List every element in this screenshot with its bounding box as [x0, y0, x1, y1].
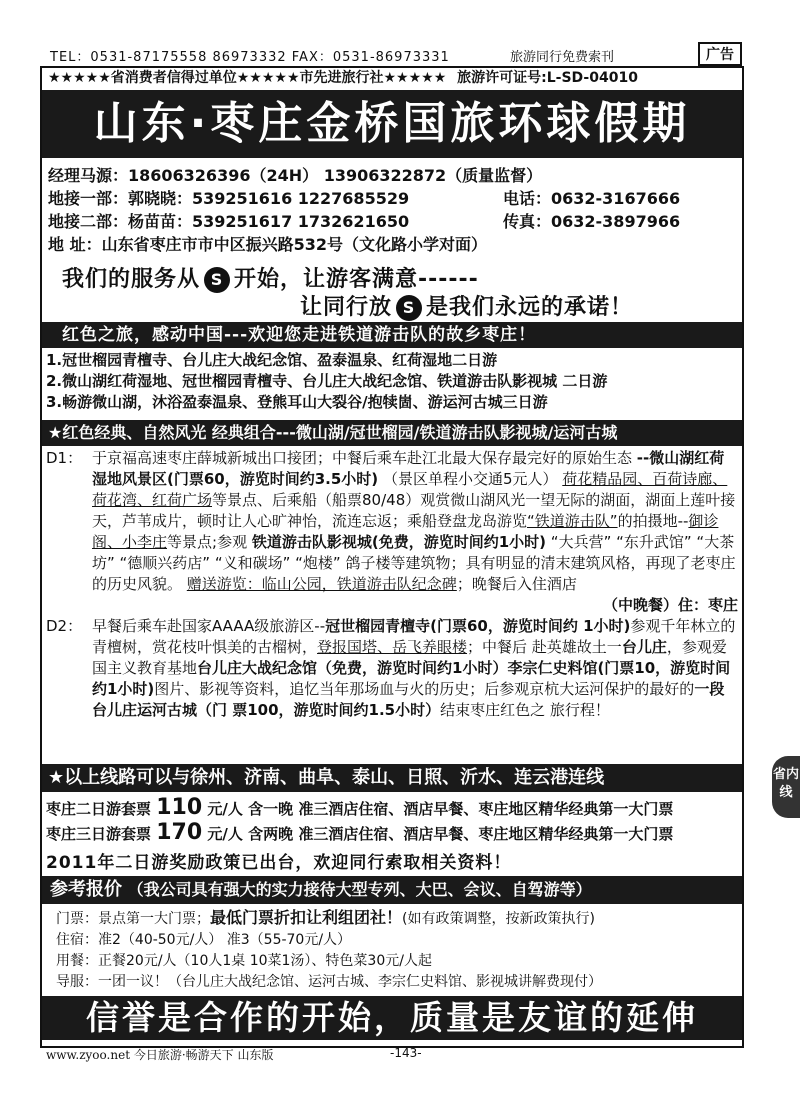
itinerary-underlined: “铁道游击队”	[527, 512, 618, 530]
slogan-line-1	[62, 262, 479, 293]
reference-price-list	[56, 907, 736, 993]
day-label: D2：	[46, 617, 83, 635]
itinerary-text: 参观千年林立的青檀树，赏花枝叶惧美的古榴树，	[92, 617, 736, 656]
footer-site: www.zyoo.net 今日旅游·畅游天下 山东版	[46, 1048, 274, 1062]
itinerary-text: 图片、影视等资料，追忆当年那场血与火的历史；后参观京杭大运河保护的最好的	[154, 680, 695, 698]
itinerary-highlight: 台儿庄大战纪念馆（免费，游览时间约1小时）李宗仁史料馆(门票10，游览时间约1小时)	[92, 659, 731, 698]
reception-2-line	[48, 210, 738, 233]
route-item: 1.冠世榴园青檀寺、台儿庄大战纪念馆、盈泰温泉、红荷湿地二日游	[46, 351, 498, 369]
package-desc: 准三酒店住宿、酒店早餐、枣庄地区精华经典第一大门票	[298, 800, 674, 818]
reception-2: 地接二部：杨苗苗：539251617 1732621650	[48, 212, 410, 231]
hotel-line: 住宿：准2（40-50元/人） 准3（55-70元/人）	[56, 932, 352, 948]
slogan-text: 我们的服务从	[62, 267, 201, 292]
ad-badge: 广告	[698, 42, 742, 66]
itinerary	[46, 448, 738, 721]
day-label: D1：	[46, 449, 83, 467]
slogan-text: 开始，让游客满意------	[234, 267, 479, 292]
guide-line: 导服：一团一议！（台儿庄大战纪念馆、运河古城、李宗仁史料馆、影视城讲解费现付）	[56, 974, 602, 990]
package-price: 110	[156, 795, 203, 820]
itinerary-highlight: 铁道游击队影视城(免费，游览时间约1小时)	[251, 533, 547, 551]
package-item	[46, 796, 738, 821]
license-number: 旅游许可证号:L-SD-04010	[457, 70, 638, 86]
phone: 电话：0632-3167666	[503, 189, 681, 208]
package-list	[46, 796, 738, 846]
route-item: 2.微山湖红荷湿地、冠世榴园青檀寺、台儿庄大战纪念馆、铁道游击队影视城 二日游	[46, 372, 608, 390]
itinerary-text: 结束枣庄红色之 旅行程！	[440, 701, 610, 719]
itinerary-underlined: 登报国塔、岳飞养眼楼	[317, 638, 468, 656]
itinerary-text: 等景点、后乘船（船票80/48）观赏微山湖风光一望无际的湖面，湖面上莲叶接天，芦苇成片，顿时让人心旷神怡，流连忘返；乘船登盘龙岛游览	[92, 491, 736, 530]
itinerary-text: 于京福高速枣庄薛城新城出口接团；中餐后乘车赴江北最大保存最完好的原始生态	[92, 449, 633, 467]
reference-price-desc: （我公司具有强大的实力接待大型专列、大巴、会议、自驾游等）	[127, 880, 592, 899]
company-logo-icon: S	[204, 267, 230, 293]
company-logo-icon: S	[396, 295, 422, 321]
reception-1: 地接一部：郭晓晓：539251616 1227685529	[48, 189, 410, 208]
reception-1-line	[48, 187, 738, 210]
itinerary-text: （景区单程小交通5元人）	[382, 470, 558, 488]
day-1-meals-stay: （中晚餐）住：枣庄	[602, 596, 738, 614]
day-2	[46, 616, 738, 721]
header-bar	[40, 44, 740, 68]
package-item	[46, 821, 738, 846]
package-unit: 元/人 含一晚	[207, 800, 294, 818]
route-item: 3.畅游微山湖，沐浴盈泰温泉、登熊耳山大裂谷/抱犊崮、游运河古城三日游	[46, 393, 548, 411]
reference-price-heading	[42, 876, 742, 904]
tel-fax: TEL：0531-87175558 86973332 FAX：0531-86973331	[50, 50, 450, 65]
meal-line: 用餐：正餐20元/人（10人1桌 10菜1汤）、特色菜30元/人起	[56, 953, 432, 969]
itinerary-highlight: 一段台儿庄运河古城（门 票100，游览时间约1.5小时）	[92, 680, 725, 719]
company-banner: 山东·枣庄金桥国旅环球假期	[42, 90, 742, 158]
address: 地 址：山东省枣庄市市中区振兴路532号（文化路小学对面）	[48, 235, 487, 254]
package-name: 枣庄二日游套票	[46, 800, 152, 818]
fax: 传真：0632-3897966	[503, 212, 681, 231]
page-number: -143-	[390, 1046, 422, 1060]
honors-line	[42, 66, 742, 90]
closing-slogan: 信誉是合作的开始，质量是友谊的延伸	[42, 996, 742, 1040]
itinerary-text: ；晚餐后入住酒店	[456, 575, 577, 593]
reward-notice: 2011年二日游奖励政策已出台，欢迎同行索取相关资料！	[46, 853, 512, 873]
ticket-line	[56, 907, 736, 930]
manager-line: 经理马源：18606326396（24H） 13906322872（质量监督）	[48, 166, 543, 185]
itinerary-text: ；中餐后 赴英雄故土一	[467, 638, 622, 656]
itinerary-highlight: 台儿庄	[621, 638, 667, 656]
itinerary-underlined: 御诊阁、小李庄	[92, 512, 719, 551]
day-1	[46, 448, 738, 616]
combo-heading: ★红色经典、自然风光 经典组合---微山湖/冠世榴园/铁道游击队影视城/运河古城	[42, 420, 742, 446]
package-unit: 元/人 含两晚	[207, 825, 294, 843]
contact-block	[48, 164, 738, 256]
itinerary-highlight: 冠世榴园青檀寺(门票60，游览时间约 1小时)	[325, 617, 631, 635]
itinerary-underlined: 荷花精品园、百荷诗廊、荷花湾、红荷广场	[92, 470, 728, 509]
connection-heading: ★以上线路可以与徐州、济南、曲阜、泰山、日照、沂水、连云港连线	[42, 764, 742, 792]
section-tab: 省内线	[772, 756, 800, 818]
route-list	[46, 350, 738, 413]
itinerary-text: 的拍摄地--	[617, 512, 689, 530]
honors-text: ★★★★★省消费者信得过单位★★★★★市先进旅行社★★★★★	[48, 70, 447, 86]
package-price: 170	[156, 820, 203, 845]
ticket-discount: 最低门票折扣让利组团社！	[210, 908, 403, 927]
slogan-text: 是我们永远的承诺！	[426, 295, 634, 320]
red-tour-heading: 红色之旅，感动中国---欢迎您走进铁道游击队的故乡枣庄！	[42, 322, 742, 348]
itinerary-text: 等景点;参观	[167, 533, 248, 551]
package-name: 枣庄三日游套票	[46, 825, 152, 843]
free-catalog-note: 旅游同行免费索刊	[510, 50, 615, 65]
slogan-text: 让同行放	[300, 295, 393, 320]
itinerary-highlight: --微山湖红荷湿地风景区(门票60，游览时间约3.5小时)	[92, 449, 725, 488]
itinerary-underlined: 赠送游览：临山公园，铁道游击队纪念碑	[186, 575, 457, 593]
itinerary-text: 早餐后乘车赴国家AAAA级旅游区--	[92, 617, 326, 635]
slogan-line-2	[300, 290, 633, 321]
itinerary-text: ，参观爱国主义教育基地	[92, 638, 727, 677]
ticket-text: 门票：景点第一大门票；	[56, 911, 210, 927]
package-desc: 准三酒店住宿、酒店早餐、枣庄地区精华经典第一大门票	[298, 825, 674, 843]
ticket-note: (如有政策调整，按新政策执行)	[402, 911, 595, 927]
reference-price-title: 参考报价	[50, 879, 122, 900]
itinerary-text: “大兵营” “东升武馆” “大茶坊” “德顺兴药店” “义和碳场” “炮楼” 鸽子楼等建筑物；具有明显的清末建筑风格，再现了老枣庄的历史风貌。	[92, 533, 736, 593]
